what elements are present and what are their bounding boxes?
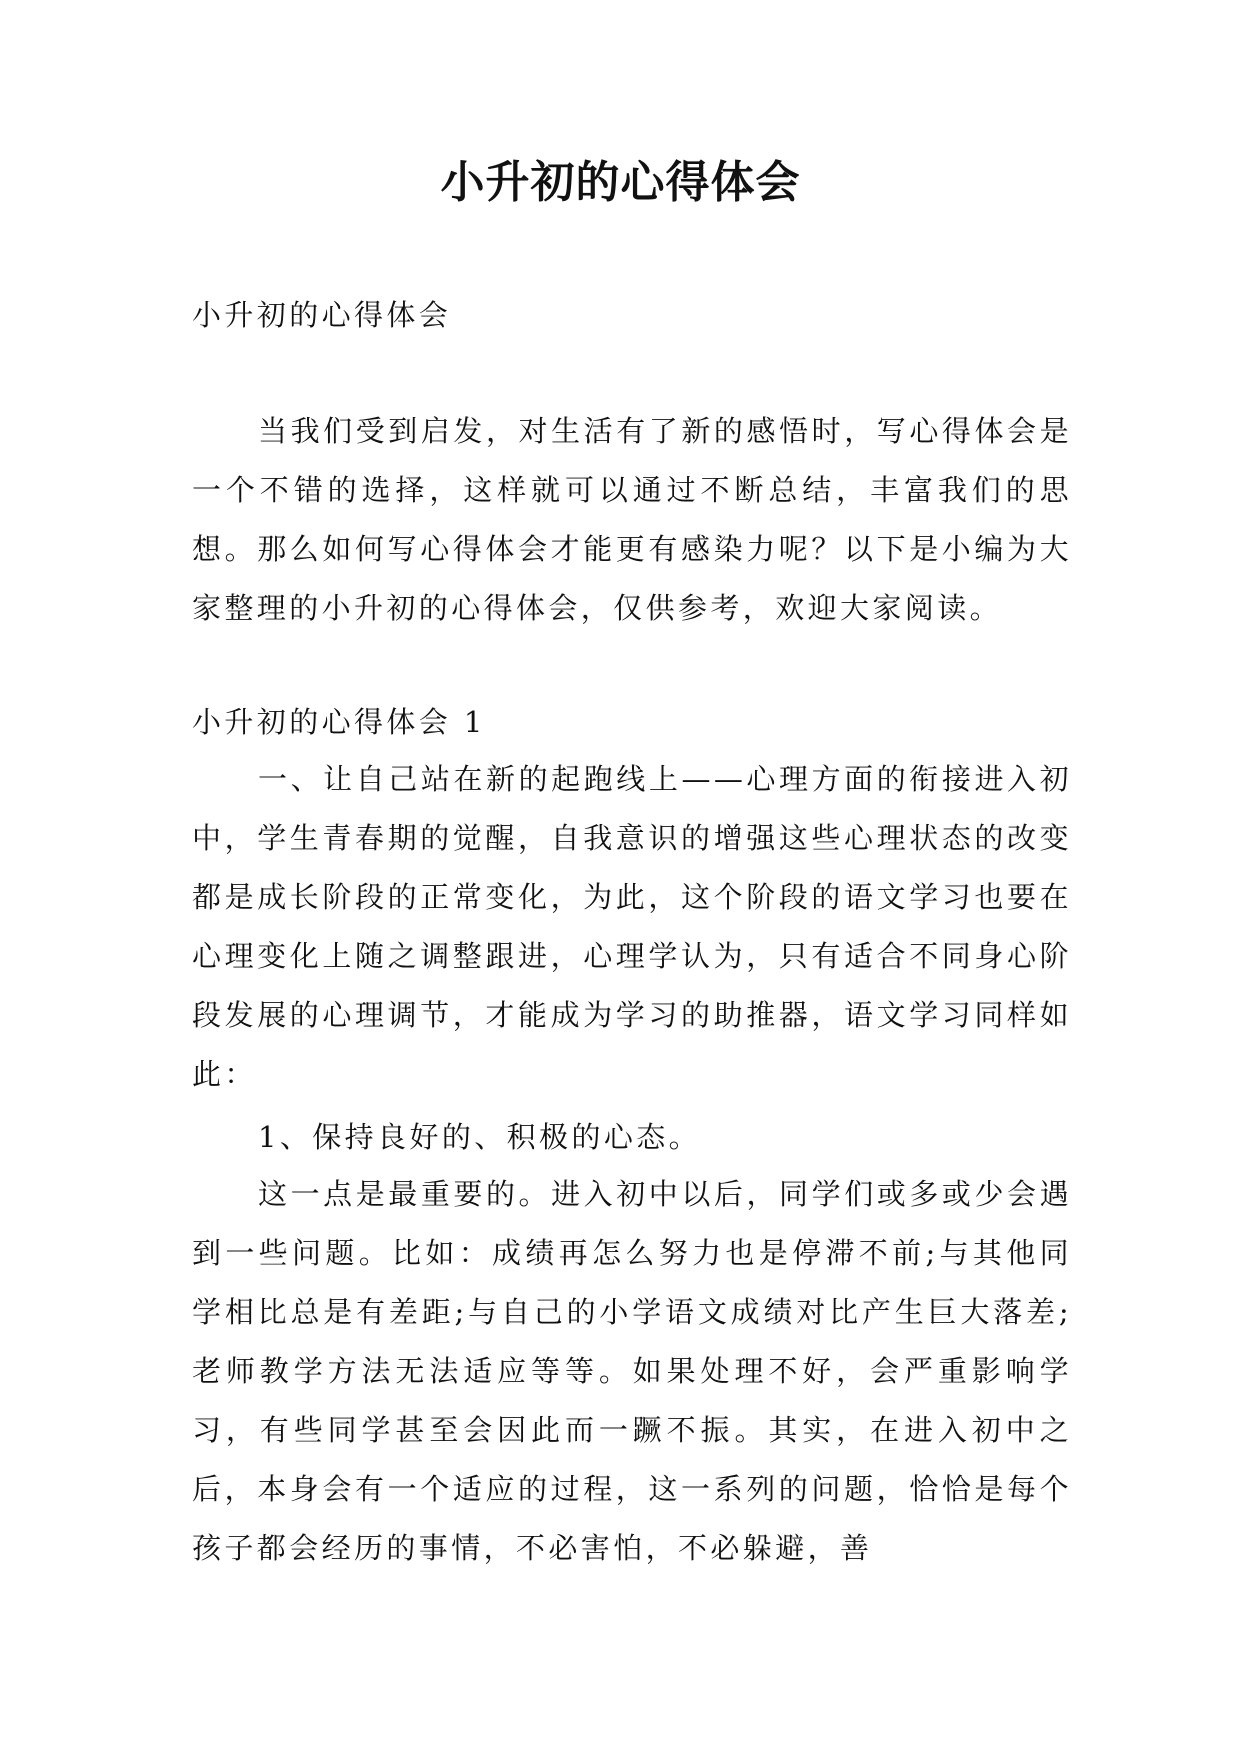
document-subtitle: 小升初的心得体会	[192, 298, 452, 332]
body-paragraph: 1、保持良好的、积极的心态。	[258, 1120, 702, 1154]
intro-paragraph: 当我们受到启发，对生活有了新的感悟时，写心得体会是一个不错的选择，这样就可以通过不断总结，丰富我们的思想。那么如何写心得体会才能更有感染力呢？以下是小编为大家整理的小升初的心得体会，仅供参考，欢迎大家阅读。	[192, 414, 1072, 625]
section-heading: 小升初的心得体会 1	[192, 705, 486, 739]
document-title: 小升初的心得体会	[440, 157, 801, 208]
body-paragraph: 一、让自己站在新的起跑线上——心理方面的衔接进入初中，学生青春期的觉醒，自我意识的增强这些心理状态的改变都是成长阶段的正常变化，为此，这个阶段的语文学习也要在心理变化上随之调整跟进，心理学认为，只有适合不同身心阶段发展的心理调节，才能成为学习的助推器，语文学习同样如此：	[192, 762, 1072, 1091]
body-paragraph: 这一点是最重要的。进入初中以后，同学们或多或少会遇到一些问题。比如：成绩再怎么努力也是停滞不前;与其他同学相比总是有差距;与自己的小学语文成绩对比产生巨大落差;老师教学方法无法适应等等。如果处理不好，会严重影响学习，有些同学甚至会因此而一蹶不振。其实，在进入初中之后，本身会有一个适应的过程，这一系列的问题，恰恰是每个孩子都会经历的事情，不必害怕，不必躲避，善	[192, 1177, 1072, 1565]
